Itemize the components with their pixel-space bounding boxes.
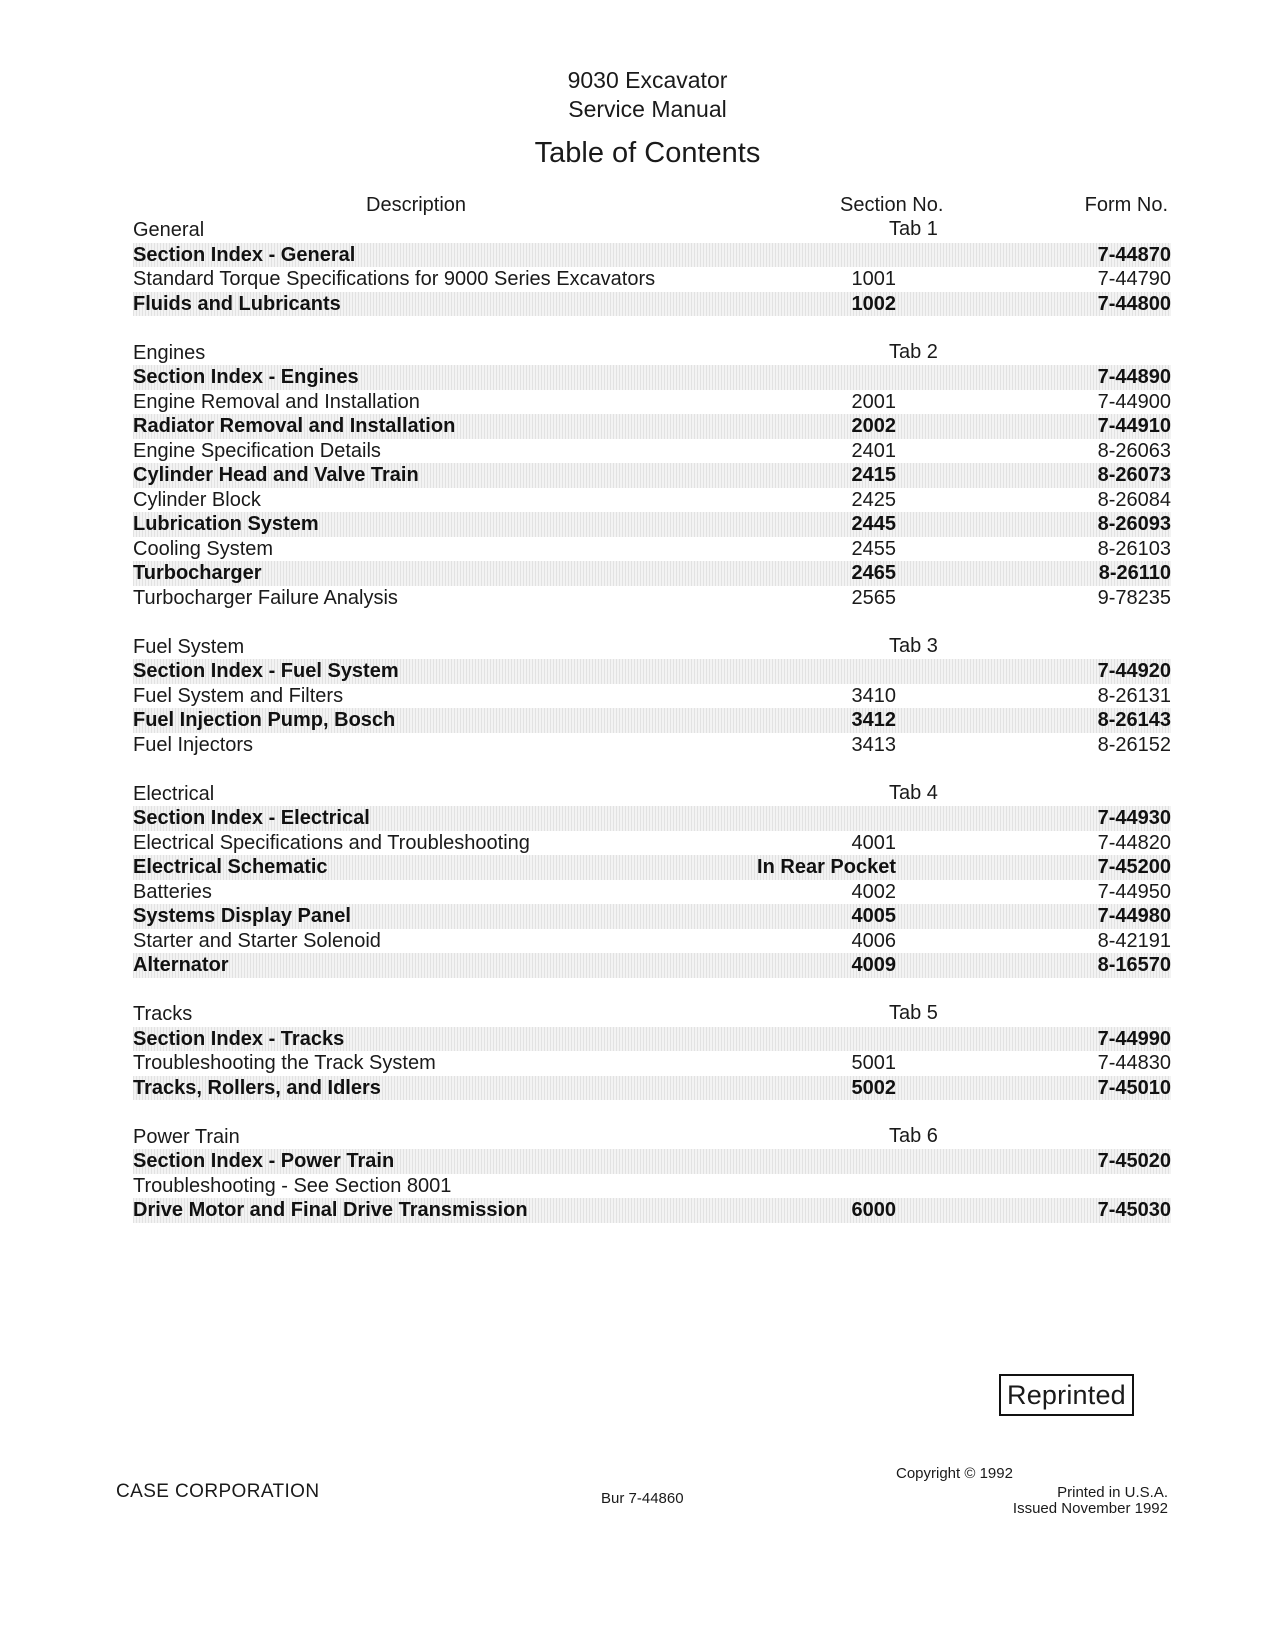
toc-row bbox=[133, 1076, 1171, 1101]
toc-group bbox=[133, 341, 1171, 611]
toc-row bbox=[133, 243, 1171, 268]
entry-form-number: 8-26131 bbox=[1097, 684, 1171, 707]
group-name: Electrical bbox=[133, 782, 215, 805]
entry-description: Fuel Injectors bbox=[133, 733, 254, 756]
entry-description: Alternator bbox=[133, 954, 229, 976]
toc-row bbox=[133, 659, 1171, 684]
entry-section-number: 6000 bbox=[851, 1199, 896, 1221]
bur-number: Bur 7-44860 bbox=[601, 1490, 684, 1507]
toc-row bbox=[133, 806, 1171, 831]
entry-description: Turbocharger bbox=[133, 562, 262, 584]
entry-description: Starter and Starter Solenoid bbox=[133, 929, 381, 952]
entry-section-number: 2465 bbox=[851, 562, 896, 584]
company-name: CASE CORPORATION bbox=[116, 1481, 320, 1502]
toc-row bbox=[133, 292, 1171, 317]
entry-form-number: 7-44910 bbox=[1097, 415, 1171, 437]
entry-section-number: 4006 bbox=[851, 929, 896, 952]
toc-row bbox=[133, 586, 1171, 611]
entry-section-number: 2002 bbox=[851, 415, 896, 437]
entry-form-number: 7-44790 bbox=[1097, 268, 1171, 290]
entry-form-number: 7-45010 bbox=[1097, 1076, 1171, 1099]
entry-section-number: 5002 bbox=[851, 1076, 896, 1099]
toc-row bbox=[133, 953, 1171, 978]
reprinted-stamp: Reprinted bbox=[999, 1374, 1134, 1416]
entry-section-number: 4002 bbox=[851, 880, 896, 903]
entry-section-number: 2415 bbox=[851, 464, 896, 486]
entry-section-number: 3413 bbox=[851, 733, 896, 756]
description-column-header: Description bbox=[366, 194, 467, 216]
group-heading bbox=[133, 218, 1171, 243]
group-name: General bbox=[133, 219, 205, 241]
toc-row bbox=[133, 463, 1171, 488]
entry-description: Fuel Injection Pump, Bosch bbox=[133, 709, 396, 731]
document-title-line1: 9030 Excavator bbox=[567, 67, 728, 93]
entry-form-number: 7-44870 bbox=[1097, 243, 1171, 266]
toc-row bbox=[133, 1174, 1171, 1199]
entry-description: Tracks, Rollers, and Idlers bbox=[133, 1076, 381, 1099]
toc-row bbox=[133, 1051, 1171, 1076]
entry-section-number: 4005 bbox=[851, 905, 896, 927]
entry-section-number: 2401 bbox=[851, 439, 896, 462]
entry-description: Cooling System bbox=[133, 537, 274, 560]
entry-form-number: 8-26093 bbox=[1097, 513, 1171, 535]
toc-group bbox=[133, 782, 1171, 978]
toc-row bbox=[133, 855, 1171, 880]
group-heading bbox=[133, 1125, 1171, 1150]
entry-form-number: 8-26084 bbox=[1097, 488, 1171, 511]
group-heading bbox=[133, 635, 1171, 660]
group-tab-label: Tab 4 bbox=[889, 781, 938, 804]
entry-description: Section Index - Engines bbox=[133, 366, 359, 388]
entry-description: Engine Specification Details bbox=[133, 439, 381, 462]
entry-form-number: 7-44980 bbox=[1097, 905, 1171, 927]
entry-description: Section Index - General bbox=[133, 243, 356, 266]
entry-form-number: 8-26143 bbox=[1097, 709, 1171, 731]
toc-row bbox=[133, 488, 1171, 513]
entry-description: Section Index - Power Train bbox=[133, 1150, 395, 1172]
title-block bbox=[0, 66, 1275, 171]
entry-description: Cylinder Head and Valve Train bbox=[133, 464, 419, 486]
group-name: Engines bbox=[133, 341, 206, 364]
entry-form-number: 7-44820 bbox=[1097, 831, 1171, 854]
document-title-line2: Service Manual bbox=[568, 96, 727, 122]
toc-list bbox=[133, 218, 1171, 1247]
entry-section-number: 1001 bbox=[851, 268, 896, 290]
group-name: Tracks bbox=[133, 1003, 193, 1025]
entry-form-number: 7-45200 bbox=[1097, 856, 1171, 878]
toc-row bbox=[133, 880, 1171, 905]
group-heading bbox=[133, 1002, 1171, 1027]
entry-section-number: 3412 bbox=[851, 709, 896, 731]
entry-description: Troubleshooting - See Section 8001 bbox=[133, 1174, 452, 1197]
entry-section-number: 5001 bbox=[851, 1052, 896, 1074]
entry-form-number: 7-45020 bbox=[1097, 1150, 1171, 1172]
entry-form-number: 7-44920 bbox=[1097, 660, 1171, 682]
entry-description: Lubrication System bbox=[133, 513, 319, 535]
toc-row bbox=[133, 708, 1171, 733]
entry-form-number: 7-44950 bbox=[1097, 880, 1171, 903]
entry-section-number: In Rear Pocket bbox=[757, 856, 896, 878]
group-tab-label: Tab 3 bbox=[889, 634, 938, 657]
entry-section-number: 2445 bbox=[851, 513, 896, 535]
group-tab-label: Tab 2 bbox=[889, 340, 938, 363]
entry-description: Electrical Schematic bbox=[133, 856, 328, 878]
entry-section-number: 4001 bbox=[851, 831, 896, 854]
entry-description: Radiator Removal and Installation bbox=[133, 415, 456, 437]
entry-form-number: 8-26152 bbox=[1097, 733, 1171, 756]
copyright-notice: Copyright © 1992 bbox=[896, 1465, 1013, 1482]
toc-group bbox=[133, 1125, 1171, 1223]
group-name: Power Train bbox=[133, 1125, 240, 1148]
group-tab-label: Tab 1 bbox=[889, 218, 938, 240]
toc-row bbox=[133, 1198, 1171, 1223]
entry-form-number: 8-26103 bbox=[1097, 537, 1171, 560]
column-headers bbox=[0, 194, 1275, 220]
entry-form-number: 7-44900 bbox=[1097, 390, 1171, 413]
entry-form-number: 7-45030 bbox=[1097, 1199, 1171, 1221]
toc-row bbox=[133, 929, 1171, 954]
section-no-column-header: Section No. bbox=[840, 194, 944, 216]
entry-form-number: 9-78235 bbox=[1097, 586, 1171, 609]
entry-section-number: 1002 bbox=[851, 292, 896, 315]
toc-group bbox=[133, 1002, 1171, 1100]
entry-description: Section Index - Fuel System bbox=[133, 660, 399, 682]
entry-form-number: 8-26063 bbox=[1097, 439, 1171, 462]
entry-description: Cylinder Block bbox=[133, 488, 261, 511]
entry-section-number: 4009 bbox=[851, 954, 896, 976]
entry-section-number: 2001 bbox=[851, 390, 896, 413]
group-name: Fuel System bbox=[133, 635, 245, 658]
entry-description: Drive Motor and Final Drive Transmission bbox=[133, 1199, 528, 1221]
toc-row bbox=[133, 904, 1171, 929]
toc-row bbox=[133, 561, 1171, 586]
toc-row bbox=[133, 365, 1171, 390]
toc-row bbox=[133, 733, 1171, 758]
table-of-contents-heading: Table of Contents bbox=[534, 137, 761, 169]
entry-section-number: 2425 bbox=[851, 488, 896, 511]
toc-row bbox=[133, 1027, 1171, 1052]
printed-in-notice: Printed in U.S.A. bbox=[1057, 1484, 1168, 1501]
group-tab-label: Tab 5 bbox=[889, 1002, 938, 1024]
entry-form-number: 8-26073 bbox=[1097, 464, 1171, 486]
entry-section-number: 2565 bbox=[851, 586, 896, 609]
entry-description: Batteries bbox=[133, 880, 212, 903]
entry-section-number: 2455 bbox=[851, 537, 896, 560]
group-tab-label: Tab 6 bbox=[889, 1124, 938, 1147]
toc-row bbox=[133, 439, 1171, 464]
toc-group bbox=[133, 635, 1171, 758]
toc-row bbox=[133, 390, 1171, 415]
entry-form-number: 7-44830 bbox=[1097, 1052, 1171, 1074]
entry-form-number: 7-44930 bbox=[1097, 807, 1171, 829]
toc-row bbox=[133, 1149, 1171, 1174]
entry-description: Section Index - Tracks bbox=[133, 1027, 345, 1050]
toc-row bbox=[133, 684, 1171, 709]
toc-row bbox=[133, 414, 1171, 439]
entry-description: Engine Removal and Installation bbox=[133, 390, 420, 413]
entry-form-number: 8-42191 bbox=[1097, 929, 1171, 952]
entry-form-number: 8-16570 bbox=[1097, 954, 1171, 976]
entry-description: Electrical Specifications and Troubleshooting bbox=[133, 831, 530, 854]
toc-row bbox=[133, 267, 1171, 292]
toc-row bbox=[133, 512, 1171, 537]
entry-form-number: 7-44890 bbox=[1097, 366, 1171, 388]
entry-section-number: 3410 bbox=[851, 684, 896, 707]
group-heading bbox=[133, 341, 1171, 366]
toc-group bbox=[133, 218, 1171, 316]
entry-description: Systems Display Panel bbox=[133, 905, 351, 927]
issue-date: Issued November 1992 bbox=[1012, 1500, 1168, 1517]
entry-description: Turbocharger Failure Analysis bbox=[133, 586, 398, 609]
entry-description: Section Index - Electrical bbox=[133, 807, 370, 829]
entry-description: Standard Torque Specifications for 9000 Series Excavators bbox=[133, 268, 656, 290]
entry-form-number: 7-44990 bbox=[1097, 1027, 1171, 1050]
entry-description: Troubleshooting the Track System bbox=[133, 1052, 436, 1074]
toc-row bbox=[133, 831, 1171, 856]
toc-row bbox=[133, 537, 1171, 562]
form-no-column-header: Form No. bbox=[1084, 194, 1168, 216]
entry-form-number: 7-44800 bbox=[1097, 292, 1171, 315]
entry-form-number: 8-26110 bbox=[1098, 562, 1171, 584]
entry-description: Fuel System and Filters bbox=[133, 684, 344, 707]
entry-description: Fluids and Lubricants bbox=[133, 292, 341, 315]
group-heading bbox=[133, 782, 1171, 807]
